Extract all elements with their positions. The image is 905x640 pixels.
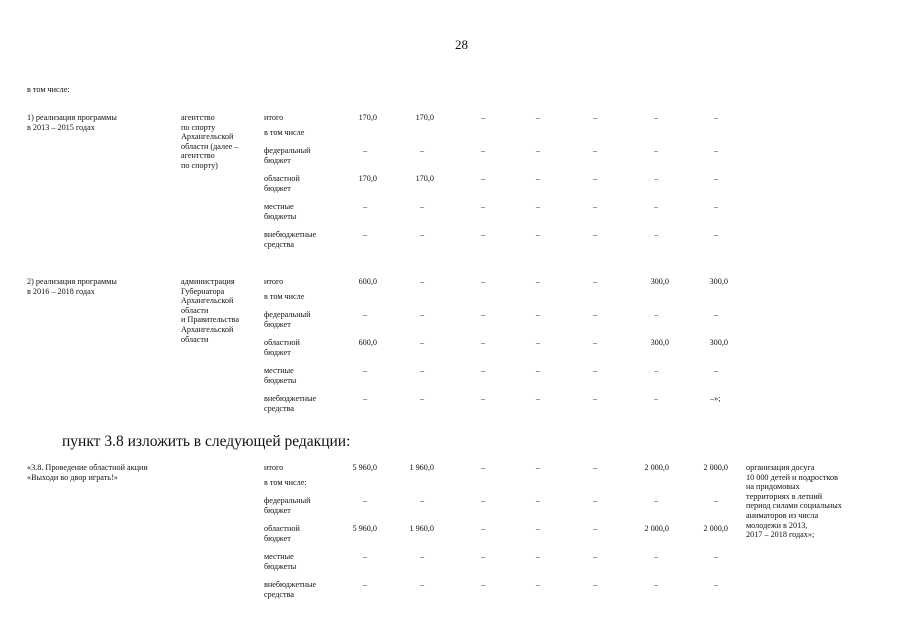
value-cell: – [480,146,486,155]
page-number: 28 [455,37,468,52]
row-label: бюджет [264,347,291,357]
program-title-line: 1) реализация программы [27,113,117,122]
value-cell: – [592,394,598,403]
executor-line: области (далее – [181,141,239,151]
value-cell: – [419,230,425,239]
value-cell: 1 960,0 [409,463,434,472]
value-cell: – [480,277,486,286]
result-line: организация досуга [746,463,815,472]
row-label: местные [264,202,294,211]
value-cell: – [480,580,486,589]
value-cell: – [592,552,598,561]
value-cell: 600,0 [358,338,377,347]
row-label: итого [264,463,284,472]
value-cell: 5 960,0 [352,524,377,533]
value-cell: – [480,524,486,533]
value-cell: – [713,366,719,375]
program-title-line: 2) реализация программы [27,277,117,286]
row-label: федеральный [264,146,311,155]
value-cell: – [535,202,541,211]
value-cell: – [653,394,659,403]
value-cell: – [653,580,659,589]
value-cell: – [419,580,425,589]
value-cell: – [535,230,541,239]
value-cell: – [535,394,541,403]
value-cell: –»; [710,394,721,403]
value-cell: – [480,310,486,319]
value-cell: 300,0 [709,277,728,286]
value-cell: 170,0 [358,174,377,183]
value-cell: – [535,366,541,375]
value-cell: – [480,113,486,122]
value-cell: – [592,277,598,286]
value-cell: – [713,174,719,183]
row-label: бюджет [264,183,291,193]
value-cell: – [362,580,368,589]
row-label: внебюджетные [264,394,317,403]
value-cell: 2 000,0 [703,524,728,533]
value-cell: 2 000,0 [644,463,669,472]
value-cell: – [592,174,598,183]
executor-line: Архангельской [181,325,234,334]
value-cell: – [535,174,541,183]
value-cell: – [535,552,541,561]
value-cell: – [592,496,598,505]
value-cell: – [653,310,659,319]
value-cell: – [713,552,719,561]
value-cell: – [535,113,541,122]
value-cell: – [480,394,486,403]
value-cell: – [419,202,425,211]
executor-line: Архангельской [181,296,234,306]
value-cell: – [592,463,598,472]
executor-line: по спорту [181,122,216,132]
value-cell: – [592,146,598,155]
executor-line: Губернатора [181,286,225,296]
result-line: 10 000 детей и подростков [746,472,838,482]
value-cell: – [713,580,719,589]
row-label: в том числе [264,128,305,137]
result-line: молодежи в 2013, [746,520,808,530]
value-cell: – [480,552,486,561]
value-cell: – [653,230,659,239]
row-label: местные [264,366,294,375]
executor-line: области [181,334,209,344]
value-cell: 600,0 [358,277,377,286]
value-cell: – [592,580,598,589]
row-label: бюджет [264,155,291,165]
value-cell: – [592,113,598,122]
value-cell: – [535,277,541,286]
value-cell: 300,0 [650,277,669,286]
value-cell: – [592,310,598,319]
value-cell: 170,0 [415,113,434,122]
value-cell: – [713,230,719,239]
program-title-line: «Выходи во двор играть!» [27,472,118,482]
value-cell: – [653,366,659,375]
value-cell: – [480,366,486,375]
row-label: бюджеты [264,375,297,385]
result-line: 2017 – 2018 годах»; [746,530,815,540]
executor-line: области [181,305,209,315]
row-label: бюджет [264,319,291,329]
row-label: областной [264,524,300,533]
row-label: внебюджетные [264,580,317,589]
row-label: в том числе [264,292,305,301]
value-cell: – [535,463,541,472]
row-label: бюджет [264,533,291,543]
result-line: на придомовых [746,482,800,492]
value-cell: – [653,552,659,561]
value-cell: – [592,338,598,347]
value-cell: 170,0 [415,174,434,183]
value-cell: – [480,230,486,239]
value-cell: – [480,202,486,211]
row-label: областной [264,338,300,347]
value-cell: – [535,496,541,505]
value-cell: – [480,174,486,183]
program-title-line: «3.8. Проведение областной акции [27,463,148,472]
value-cell: – [362,310,368,319]
section-heading: пункт 3.8 изложить в следующей редакции: [62,433,351,450]
value-cell: – [362,230,368,239]
result-line: аниматоров из числа [746,511,819,520]
value-cell: – [362,496,368,505]
value-cell: – [419,310,425,319]
value-cell: – [592,366,598,375]
row-label: итого [264,277,284,286]
value-cell: – [535,524,541,533]
value-cell: – [713,113,719,122]
result-line: период силами социальных [746,501,842,511]
executor-line: по спорту) [181,161,218,170]
value-cell: – [592,202,598,211]
value-cell: – [362,552,368,561]
value-cell: – [653,146,659,155]
value-cell: – [419,366,425,375]
row-label: федеральный [264,496,311,505]
value-cell: – [713,202,719,211]
value-cell: – [480,338,486,347]
value-cell: – [419,277,425,286]
value-cell: – [713,146,719,155]
program-title-line: в 2016 – 2018 годах [27,286,95,296]
row-label: областной [264,174,300,183]
value-cell: – [362,366,368,375]
value-cell: – [362,394,368,403]
value-cell: – [535,338,541,347]
executor-line: Архангельской [181,132,234,142]
value-cell: – [535,310,541,319]
value-cell: – [419,338,425,347]
value-cell: – [592,524,598,533]
value-cell: 5 960,0 [352,463,377,472]
executor-line: агентство [181,113,215,122]
value-cell: – [592,230,598,239]
row-label: итого [264,113,284,122]
result-line: территориях в летний [746,491,823,501]
value-cell: 300,0 [709,338,728,347]
value-cell: – [653,174,659,183]
row-label: в том числе: [264,478,307,487]
value-cell: – [535,146,541,155]
value-cell: 170,0 [358,113,377,122]
row-label: бюджеты [264,211,297,221]
value-cell: – [535,580,541,589]
value-cell: – [419,394,425,403]
value-cell: – [713,310,719,319]
row-label: бюджет [264,505,291,515]
value-cell: – [653,496,659,505]
row-label: внебюджетные [264,230,317,239]
value-cell: – [362,202,368,211]
value-cell: – [480,463,486,472]
value-cell: – [419,496,425,505]
row-label: бюджеты [264,561,297,571]
row-label: средства [264,403,295,413]
value-cell: – [480,496,486,505]
row-label: федеральный [264,310,311,319]
value-cell: – [653,113,659,122]
executor-line: администрация [181,277,235,286]
row-label: местные [264,552,294,561]
row-label: средства [264,239,295,249]
value-cell: – [713,496,719,505]
executor-line: и Правительства [181,315,239,325]
value-cell: – [653,202,659,211]
program-title-line: в 2013 – 2015 годах [27,122,95,132]
row-label: средства [264,589,295,599]
value-cell: 2 000,0 [703,463,728,472]
value-cell: – [419,552,425,561]
value-cell: – [362,146,368,155]
intro-text: в том числе: [27,85,70,94]
value-cell: – [419,146,425,155]
value-cell: 300,0 [650,338,669,347]
value-cell: 2 000,0 [644,524,669,533]
value-cell: 1 960,0 [409,524,434,533]
executor-line: агентство [181,151,215,161]
